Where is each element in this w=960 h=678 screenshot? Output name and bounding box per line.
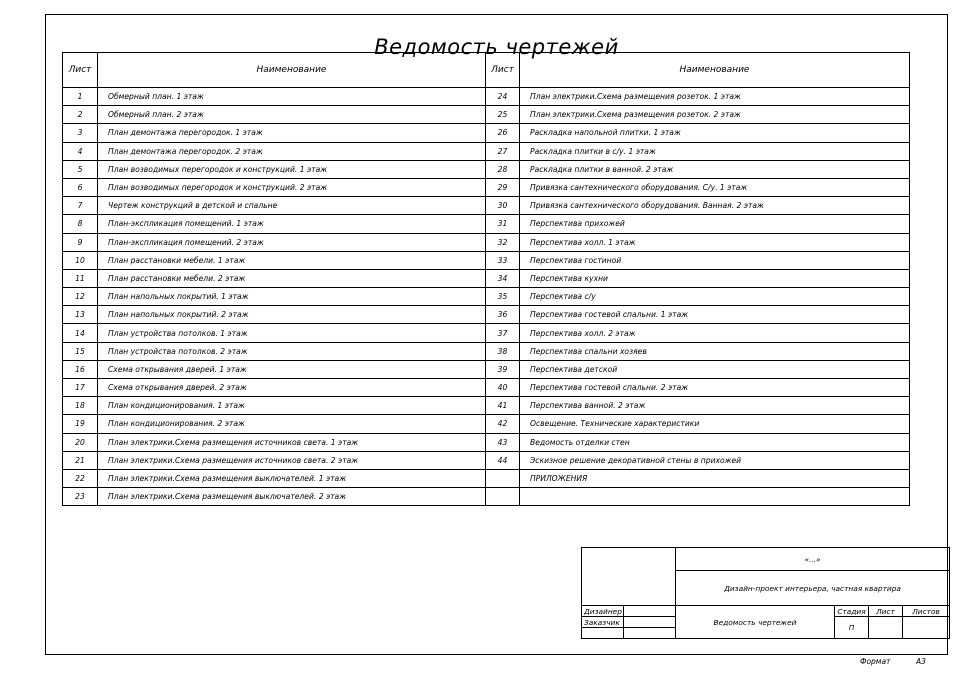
table-row <box>63 178 910 196</box>
stamp-col-sheet: Лист <box>869 606 903 617</box>
drawing-name-left: План устройства потолков. 1 этаж <box>98 324 486 342</box>
stamp-sheet-title: Ведомость чертежей <box>676 606 835 639</box>
sheet-number-left: 7 <box>63 197 98 215</box>
format-value: А3 <box>916 657 926 666</box>
drawing-name-right: Перспектива ванной. 2 этаж <box>520 397 910 415</box>
sheet-number-right: 32 <box>486 233 520 251</box>
sheet-number-right: 34 <box>486 269 520 287</box>
sheet-number-left: 14 <box>63 324 98 342</box>
sheet-number-left: 22 <box>63 469 98 487</box>
drawing-name-left: План электрики.Схема размещения источников света. 1 этаж <box>98 433 486 451</box>
drawing-name-left: План кондиционирования. 1 этаж <box>98 397 486 415</box>
table-row <box>63 88 910 106</box>
table-row <box>63 451 910 469</box>
drawing-name-right: Перспектива гостевой спальни. 2 этаж <box>520 379 910 397</box>
sheet-number-right: 38 <box>486 342 520 360</box>
sheet-number-right: 42 <box>486 415 520 433</box>
drawing-name-left: План демонтажа перегородок. 1 этаж <box>98 124 486 142</box>
header-name-right: Наименование <box>520 53 910 88</box>
drawings-table <box>62 52 910 506</box>
sheet-number-left: 3 <box>63 124 98 142</box>
sheet-number-left: 8 <box>63 215 98 233</box>
drawing-name-left: План возводимых перегородок и конструкций. 2 этаж <box>98 178 486 196</box>
drawing-name-left: План электрики.Схема размещения источников света. 2 этаж <box>98 451 486 469</box>
drawing-name-left: План электрики.Схема размещения выключателей. 2 этаж <box>98 488 486 506</box>
drawing-name-left: План напольных покрытий. 1 этаж <box>98 288 486 306</box>
table-row <box>63 142 910 160</box>
table-row <box>63 415 910 433</box>
stamp-designer-sign <box>624 606 676 617</box>
drawing-name-right: Привязка сантехнического оборудования. Ванная. 2 этаж <box>520 197 910 215</box>
drawing-name-right: Перспектива кухни <box>520 269 910 287</box>
drawing-name-right: Раскладка напольной плитки. 1 этаж <box>520 124 910 142</box>
drawing-name-right: Освещение. Технические характеристики <box>520 415 910 433</box>
sheet-number-left: 17 <box>63 379 98 397</box>
drawing-name-left: План-экспликация помещений. 1 этаж <box>98 215 486 233</box>
sheet-number-right: 29 <box>486 178 520 196</box>
table-row <box>63 251 910 269</box>
header-sheet-left: Лист <box>63 53 98 88</box>
stamp-object: «...» <box>676 548 950 571</box>
sheet-number-right <box>486 488 520 506</box>
table-row <box>63 288 910 306</box>
table-row <box>63 306 910 324</box>
sheet-number-right: 39 <box>486 360 520 378</box>
drawing-name-left: План устройства потолков. 2 этаж <box>98 342 486 360</box>
drawing-name-left: План электрики.Схема размещения выключателей. 1 этаж <box>98 469 486 487</box>
sheet-number-right: 24 <box>486 88 520 106</box>
drawing-name-left: Обмерный план. 2 этаж <box>98 106 486 124</box>
table-row <box>63 342 910 360</box>
table-row <box>63 197 910 215</box>
sheet-number-left: 23 <box>63 488 98 506</box>
drawing-name-right: Перспектива гостевой спальни. 1 этаж <box>520 306 910 324</box>
stamp-empty-sign <box>624 628 676 639</box>
sheet-number-left: 11 <box>63 269 98 287</box>
table-row <box>63 215 910 233</box>
drawing-name-left: План демонтажа перегородок. 2 этаж <box>98 142 486 160</box>
sheet-number-right: 37 <box>486 324 520 342</box>
stamp-sheets-value <box>903 617 950 639</box>
sheet-number-left: 10 <box>63 251 98 269</box>
sheet-number-right: 31 <box>486 215 520 233</box>
table-row <box>63 106 910 124</box>
sheet-number-left: 4 <box>63 142 98 160</box>
drawing-name-right: Раскладка плитки в с/у. 1 этаж <box>520 142 910 160</box>
stamp-client-sign <box>624 617 676 628</box>
drawing-name-right: Эскизное решение декоративной стены в прихожей <box>520 451 910 469</box>
sheet-number-left: 21 <box>63 451 98 469</box>
header-name-left: Наименование <box>98 53 486 88</box>
drawing-name-right: Перспектива спальни хозяев <box>520 342 910 360</box>
table-row <box>63 124 910 142</box>
table-row <box>63 269 910 287</box>
drawing-name-left: План кондиционирования. 2 этаж <box>98 415 486 433</box>
drawing-name-left: Обмерный план. 1 этаж <box>98 88 486 106</box>
drawing-name-left: Схема открывания дверей. 1 этаж <box>98 360 486 378</box>
sheet-number-right: 43 <box>486 433 520 451</box>
drawing-name-left: План расстановки мебели. 1 этаж <box>98 251 486 269</box>
sheet-number-left: 2 <box>63 106 98 124</box>
stamp-project: Дизайн-проект интерьера, частная квартира <box>676 571 950 606</box>
drawing-name-left: Чертеж конструкций в детской и спальне <box>98 197 486 215</box>
table-row <box>63 488 910 506</box>
header-sheet-right: Лист <box>486 53 520 88</box>
stamp-sheet-value <box>869 617 903 639</box>
sheet-number-right: 30 <box>486 197 520 215</box>
drawing-name-right: План электрики.Схема размещения розеток. 2 этаж <box>520 106 910 124</box>
sheet-number-right: 33 <box>486 251 520 269</box>
table-row <box>63 469 910 487</box>
title-block <box>581 547 950 639</box>
sheet-number-left: 6 <box>63 178 98 196</box>
drawing-name-right: Перспектива гостиной <box>520 251 910 269</box>
drawing-name-right: Привязка сантехнического оборудования. С/у. 1 этаж <box>520 178 910 196</box>
stamp-stage-value: П <box>835 617 869 639</box>
table-row <box>63 397 910 415</box>
drawing-name-right: Перспектива холл. 2 этаж <box>520 324 910 342</box>
drawing-name-left: План возводимых перегородок и конструкций. 1 этаж <box>98 160 486 178</box>
drawing-name-right: Раскладка плитки в ванной. 2 этаж <box>520 160 910 178</box>
sheet-number-right: 28 <box>486 160 520 178</box>
drawing-name-right: Перспектива с/у <box>520 288 910 306</box>
table-row <box>63 160 910 178</box>
stamp-empty-role <box>582 628 624 639</box>
sheet-number-right: 41 <box>486 397 520 415</box>
sheet-number-left: 1 <box>63 88 98 106</box>
sheet-number-right: 25 <box>486 106 520 124</box>
stamp-role-client: Заказчик <box>582 617 624 628</box>
sheet-number-right: 35 <box>486 288 520 306</box>
drawing-name-right <box>520 488 910 506</box>
sheet-number-left: 13 <box>63 306 98 324</box>
table-header <box>63 53 910 88</box>
sheet-number-left: 9 <box>63 233 98 251</box>
table-row <box>63 433 910 451</box>
stamp-blank <box>582 548 676 606</box>
sheet-number-left: 15 <box>63 342 98 360</box>
page-title: Ведомость чертежей <box>374 35 619 59</box>
table-row <box>63 379 910 397</box>
drawing-name-right: Перспектива холл. 1 этаж <box>520 233 910 251</box>
sheet-number-left: 12 <box>63 288 98 306</box>
format-label: Формат <box>860 657 891 666</box>
drawing-name-right: Перспектива прихожей <box>520 215 910 233</box>
drawing-name-right: План электрики.Схема размещения розеток. 1 этаж <box>520 88 910 106</box>
table-row <box>63 324 910 342</box>
table-row <box>63 360 910 378</box>
stamp-col-stage: Стадия <box>835 606 869 617</box>
sheet-number-left: 5 <box>63 160 98 178</box>
stamp-role-designer: Дизайнер <box>582 606 624 617</box>
drawing-name-right: Перспектива детской <box>520 360 910 378</box>
sheet-number-right: 26 <box>486 124 520 142</box>
drawing-name-right: ПРИЛОЖЕНИЯ <box>520 469 910 487</box>
sheet-number-left: 18 <box>63 397 98 415</box>
sheet-number-left: 16 <box>63 360 98 378</box>
table-row <box>63 233 910 251</box>
sheet-number-right: 40 <box>486 379 520 397</box>
drawing-name-left: План-экспликация помещений. 2 этаж <box>98 233 486 251</box>
sheet-number-left: 19 <box>63 415 98 433</box>
drawing-name-left: План напольных покрытий. 2 этаж <box>98 306 486 324</box>
sheet-number-right: 27 <box>486 142 520 160</box>
sheet-number-right: 44 <box>486 451 520 469</box>
drawing-name-left: План расстановки мебели. 2 этаж <box>98 269 486 287</box>
drawing-name-left: Схема открывания дверей. 2 этаж <box>98 379 486 397</box>
stamp-col-sheets: Листов <box>903 606 950 617</box>
sheet-number-right: 36 <box>486 306 520 324</box>
sheet-number-left: 20 <box>63 433 98 451</box>
sheet-number-right <box>486 469 520 487</box>
drawing-name-right: Ведомость отделки стен <box>520 433 910 451</box>
